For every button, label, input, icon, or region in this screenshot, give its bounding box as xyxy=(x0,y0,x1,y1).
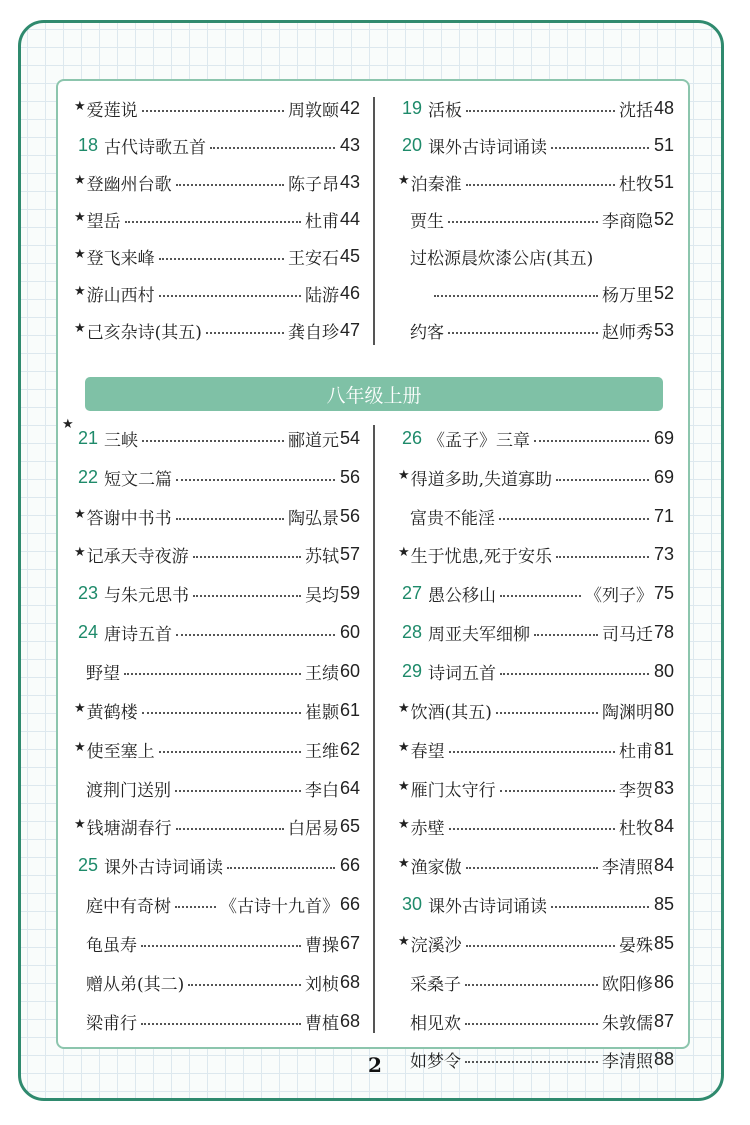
toc-entry[interactable] xyxy=(386,536,674,575)
dot-leader xyxy=(466,866,598,869)
toc-entry[interactable] xyxy=(386,652,674,691)
entry-author: 刘桢 xyxy=(304,974,339,995)
entry-title: 得道多助,失道寡助 xyxy=(410,469,553,490)
toc-column-bottom-left xyxy=(62,419,360,1041)
lesson-number: 23 xyxy=(77,583,98,604)
entry-author: 赵师秀 xyxy=(601,323,653,343)
dot-leader xyxy=(206,331,284,334)
dot-leader xyxy=(534,439,649,442)
star-icon: ★ xyxy=(398,545,410,561)
entry-title: 泊秦淮 xyxy=(410,175,462,195)
toc-entry[interactable] xyxy=(386,201,674,238)
toc-column-top-left xyxy=(62,90,360,349)
dot-leader xyxy=(465,1022,598,1025)
dot-leader xyxy=(176,633,335,636)
toc-entry[interactable] xyxy=(62,164,360,201)
entry-page-number: 67 xyxy=(339,932,360,953)
dot-leader xyxy=(176,478,335,481)
star-icon: ★ xyxy=(398,933,410,949)
toc-entry[interactable] xyxy=(62,127,360,164)
toc-entry[interactable] xyxy=(62,458,360,497)
entry-author: 欧阳修 xyxy=(601,974,653,995)
entry-title: 庭中有奇树 xyxy=(86,897,171,918)
star-icon: ★ xyxy=(398,856,410,872)
entry-author: 杜甫 xyxy=(304,212,339,232)
toc-entry[interactable] xyxy=(62,691,360,730)
entry-page-number: 80 xyxy=(653,699,674,720)
entry-author: 龚自珍 xyxy=(287,323,339,343)
entry-author: 晏殊 xyxy=(618,935,653,956)
dot-leader xyxy=(176,183,284,186)
entry-page-number: 84 xyxy=(653,855,674,876)
grade-section-title: 八年级上册 xyxy=(326,384,422,407)
entry-page-number: 81 xyxy=(653,738,674,759)
entry-title: 古代诗歌五首 xyxy=(104,138,206,158)
entry-title: 使至塞上 xyxy=(86,741,155,762)
toc-entry[interactable] xyxy=(62,613,360,652)
entry-page-number: 43 xyxy=(339,172,360,192)
dot-leader xyxy=(448,220,598,223)
toc-entry[interactable] xyxy=(386,419,674,458)
toc-entry[interactable] xyxy=(386,127,674,164)
entry-author: 李清照 xyxy=(601,1052,653,1073)
toc-entry[interactable] xyxy=(62,963,360,1002)
toc-entry[interactable] xyxy=(386,312,674,349)
star-icon: ★ xyxy=(74,284,86,299)
lesson-number: 20 xyxy=(401,135,422,155)
dot-leader xyxy=(448,331,598,334)
entry-author: 苏轼 xyxy=(304,547,339,568)
entry-page-number: 59 xyxy=(339,583,360,604)
entry-author: 陆游 xyxy=(304,286,339,306)
entry-title: 愚公移山 xyxy=(428,586,496,607)
toc-column-top-right xyxy=(386,90,674,349)
entry-page-number: 86 xyxy=(653,971,674,992)
entry-title: 如梦令 xyxy=(410,1052,461,1073)
toc-entry[interactable] xyxy=(386,769,674,808)
star-icon: ★ xyxy=(74,173,86,188)
toc-entry[interactable] xyxy=(386,497,674,536)
entry-page-number: 61 xyxy=(339,699,360,720)
star-icon: ★ xyxy=(74,247,86,262)
entry-author: 杜牧 xyxy=(618,175,653,195)
entry-page-number: 43 xyxy=(339,135,360,155)
dot-leader xyxy=(551,905,649,908)
toc-entry[interactable] xyxy=(386,1002,674,1041)
entry-author: 曹植 xyxy=(304,1013,339,1034)
entry-title: 游山西村 xyxy=(86,286,155,306)
toc-entry[interactable] xyxy=(62,90,360,127)
dot-leader xyxy=(193,594,301,597)
entry-title: 过松源晨炊漆公店(其五) xyxy=(410,249,594,269)
toc-entry[interactable] xyxy=(62,652,360,691)
star-icon: ★ xyxy=(74,506,86,522)
entry-page-number: 85 xyxy=(653,894,674,915)
dot-leader xyxy=(159,750,301,753)
dot-leader xyxy=(125,220,301,223)
toc-entry[interactable] xyxy=(386,691,674,730)
toc-entry[interactable] xyxy=(386,807,674,846)
entry-author: 周敦颐 xyxy=(287,101,339,121)
toc-entry[interactable] xyxy=(386,846,674,885)
dot-leader xyxy=(176,827,284,830)
toc-entry[interactable] xyxy=(62,769,360,808)
toc-entry[interactable] xyxy=(62,730,360,769)
entry-page-number: 53 xyxy=(653,320,674,340)
entry-title: 望岳 xyxy=(86,212,121,232)
entry-page-number: 78 xyxy=(653,622,674,643)
entry-title: 己亥杂诗(其五) xyxy=(86,323,202,343)
entry-title: 雁门太守行 xyxy=(410,780,496,801)
entry-page-number: 62 xyxy=(339,738,360,759)
entry-page-number: 69 xyxy=(653,466,674,487)
lesson-number: 21 xyxy=(77,427,98,448)
entry-author: 司马迁 xyxy=(601,625,653,646)
entry-title: 赤壁 xyxy=(410,819,445,840)
toc-entry[interactable] xyxy=(62,807,360,846)
dot-leader xyxy=(175,789,301,792)
dot-leader xyxy=(141,1022,301,1025)
entry-author: 李清照 xyxy=(601,858,653,879)
entry-author: 郦道元 xyxy=(287,430,339,451)
entry-page-number: 88 xyxy=(653,1049,674,1070)
entry-author: 吴均 xyxy=(304,586,339,607)
entry-title: 登幽州台歌 xyxy=(86,175,172,195)
dot-leader xyxy=(210,146,335,149)
dot-leader xyxy=(466,944,615,947)
dot-leader xyxy=(500,594,581,597)
entry-title: 龟虽寿 xyxy=(86,935,137,956)
dot-leader xyxy=(556,478,649,481)
entry-author: 陈子昂 xyxy=(287,175,339,195)
dot-leader xyxy=(141,944,301,947)
toc-entry[interactable] xyxy=(62,312,360,349)
star-icon: ★ xyxy=(74,700,86,716)
toc-entry[interactable] xyxy=(386,963,674,1002)
lesson-number: 27 xyxy=(401,583,422,604)
entry-page-number: 85 xyxy=(653,932,674,953)
entry-title: 梁甫行 xyxy=(86,1013,137,1034)
entry-page-number: 47 xyxy=(339,320,360,340)
lesson-number: 25 xyxy=(77,855,98,876)
entry-page-number: 52 xyxy=(653,283,674,303)
toc-entry[interactable] xyxy=(62,846,360,885)
entry-author: 曹操 xyxy=(304,935,339,956)
entry-page-number: 65 xyxy=(339,816,360,837)
lesson-number: 22 xyxy=(77,466,98,487)
entry-author: 白居易 xyxy=(287,819,339,840)
lesson-number: 18 xyxy=(77,135,98,155)
entry-author: 杨万里 xyxy=(601,286,653,306)
toc-entry[interactable] xyxy=(62,885,360,924)
entry-title: 黄鹤楼 xyxy=(86,702,138,723)
entry-page-number: 57 xyxy=(339,544,360,565)
page-number: 2 xyxy=(368,1053,382,1077)
dot-leader xyxy=(188,983,301,986)
entry-author: 沈括 xyxy=(618,101,653,121)
dot-leader xyxy=(534,633,598,636)
entry-author: 崔颢 xyxy=(304,702,339,723)
entry-title: 课外古诗词诵读 xyxy=(428,138,547,158)
entry-author: 李商隐 xyxy=(601,212,653,232)
entry-page-number: 80 xyxy=(653,660,674,681)
entry-title: 贾生 xyxy=(410,212,444,232)
star-icon: ★ xyxy=(398,817,410,833)
lesson-number: 30 xyxy=(401,894,422,915)
dot-leader xyxy=(466,109,615,112)
entry-page-number: 44 xyxy=(339,209,360,229)
entry-page-number: 52 xyxy=(653,209,674,229)
toc-entry[interactable] xyxy=(62,419,360,458)
toc-entry[interactable] xyxy=(386,90,674,127)
toc-entry[interactable] xyxy=(62,924,360,963)
entry-title: 饮酒(其五) xyxy=(410,702,492,723)
star-icon: ★ xyxy=(74,739,86,755)
column-divider-bottom xyxy=(373,425,375,1033)
toc-entry[interactable] xyxy=(62,238,360,275)
entry-author: 《古诗十九首》 xyxy=(219,897,339,918)
star-icon: ★ xyxy=(398,700,410,716)
entry-page-number: 84 xyxy=(653,816,674,837)
dot-leader xyxy=(159,257,284,260)
lesson-number: 26 xyxy=(401,427,422,448)
entry-author: 杜牧 xyxy=(618,819,653,840)
entry-page-number: 60 xyxy=(339,660,360,681)
entry-title: 短文二篇 xyxy=(104,469,172,490)
entry-author: 《列子》 xyxy=(584,586,653,607)
star-icon: ★ xyxy=(74,817,86,833)
entry-title: 渔家傲 xyxy=(410,858,462,879)
entry-author: 陶渊明 xyxy=(601,702,653,723)
entry-title: 约客 xyxy=(410,323,444,343)
column-divider-top xyxy=(373,97,375,345)
dot-leader xyxy=(466,183,615,186)
toc-entry[interactable] xyxy=(386,924,674,963)
dot-leader xyxy=(434,294,598,297)
dot-leader xyxy=(142,711,301,714)
toc-entry[interactable] xyxy=(386,458,674,497)
entry-page-number: 73 xyxy=(653,544,674,565)
dot-leader xyxy=(496,711,598,714)
entry-page-number: 71 xyxy=(653,505,674,526)
dot-leader xyxy=(499,517,649,520)
entry-page-number: 75 xyxy=(653,583,674,604)
star-icon: ★ xyxy=(398,467,410,483)
lesson-number: 28 xyxy=(401,622,422,643)
dot-leader xyxy=(176,517,284,520)
star-icon: ★ xyxy=(74,321,86,336)
entry-title: 渡荆门送别 xyxy=(86,780,171,801)
star-icon: ★ xyxy=(398,778,410,794)
dot-leader xyxy=(175,905,216,908)
entry-title: 采桑子 xyxy=(410,974,461,995)
entry-page-number: 87 xyxy=(653,1010,674,1031)
entry-author: 朱敦儒 xyxy=(601,1013,653,1034)
entry-title: 登飞来峰 xyxy=(86,249,155,269)
entry-page-number: 51 xyxy=(653,172,674,192)
entry-page-number: 56 xyxy=(339,505,360,526)
entry-title: 课外古诗词诵读 xyxy=(104,858,223,879)
dot-leader xyxy=(556,555,649,558)
toc-entry[interactable] xyxy=(62,1002,360,1041)
toc-column-bottom-right xyxy=(386,419,674,1079)
entry-page-number: 56 xyxy=(339,466,360,487)
entry-page-number: 64 xyxy=(339,777,360,798)
entry-title: 课外古诗词诵读 xyxy=(428,897,547,918)
entry-title: 《孟子》三章 xyxy=(428,430,530,451)
entry-page-number: 46 xyxy=(339,283,360,303)
toc-entry[interactable] xyxy=(62,574,360,613)
entry-page-number: 68 xyxy=(339,1010,360,1031)
entry-page-number: 45 xyxy=(339,246,360,266)
entry-page-number: 69 xyxy=(653,427,674,448)
dot-leader xyxy=(142,439,284,442)
entry-author: 李贺 xyxy=(618,780,653,801)
dot-leader xyxy=(500,672,649,675)
toc-entry[interactable] xyxy=(386,164,674,201)
toc-entry[interactable] xyxy=(386,885,674,924)
entry-title: 周亚夫军细柳 xyxy=(428,625,530,646)
entry-title: 答谢中书书 xyxy=(86,508,172,529)
dot-leader xyxy=(159,294,301,297)
toc-entry[interactable] xyxy=(62,201,360,238)
entry-title: 钱塘湖春行 xyxy=(86,819,172,840)
dot-leader xyxy=(142,109,284,112)
entry-page-number: 48 xyxy=(653,98,674,118)
dot-leader xyxy=(465,983,598,986)
entry-page-number: 66 xyxy=(339,855,360,876)
entry-title: 野望 xyxy=(86,663,120,684)
toc-entry[interactable] xyxy=(386,574,674,613)
entry-title: 春望 xyxy=(410,741,445,762)
entry-page-number: 51 xyxy=(653,135,674,155)
entry-page-number: 83 xyxy=(653,777,674,798)
entry-title: 相见欢 xyxy=(410,1013,461,1034)
entry-title: 浣溪沙 xyxy=(410,935,462,956)
toc-entry[interactable] xyxy=(62,536,360,575)
toc-entry[interactable] xyxy=(62,275,360,312)
entry-author: 王安石 xyxy=(287,249,339,269)
dot-leader xyxy=(193,555,301,558)
dot-leader xyxy=(449,750,615,753)
lesson-number: 24 xyxy=(77,622,98,643)
entry-page-number: 54 xyxy=(339,427,360,448)
toc-entry[interactable] xyxy=(386,275,674,312)
entry-title: 三峡 xyxy=(104,430,138,451)
dot-leader xyxy=(551,146,649,149)
lesson-number: 19 xyxy=(401,98,422,118)
star-icon: ★ xyxy=(398,173,410,188)
star-icon: ★ xyxy=(62,417,74,432)
star-icon: ★ xyxy=(74,545,86,561)
entry-page-number: 68 xyxy=(339,971,360,992)
entry-title: 赠从弟(其二) xyxy=(86,974,185,995)
entry-title: 记承天寺夜游 xyxy=(86,547,189,568)
star-icon: ★ xyxy=(74,210,86,225)
lesson-number: 29 xyxy=(401,660,422,681)
dot-leader xyxy=(500,789,615,792)
dot-leader xyxy=(449,827,615,830)
entry-title: 诗词五首 xyxy=(428,663,496,684)
dot-leader xyxy=(124,672,301,675)
entry-title: 富贵不能淫 xyxy=(410,508,495,529)
star-icon: ★ xyxy=(398,739,410,755)
entry-title: 唐诗五首 xyxy=(104,625,172,646)
entry-author: 王绩 xyxy=(304,663,339,684)
entry-title: 与朱元思书 xyxy=(104,586,189,607)
toc-entry[interactable] xyxy=(386,613,674,652)
entry-author: 王维 xyxy=(304,741,339,762)
entry-author: 李白 xyxy=(304,780,339,801)
entry-page-number: 66 xyxy=(339,894,360,915)
entry-page-number: 42 xyxy=(339,98,360,118)
toc-entry[interactable] xyxy=(386,238,674,275)
entry-author: 陶弘景 xyxy=(287,508,339,529)
toc-entry[interactable] xyxy=(386,730,674,769)
entry-title: 爱莲说 xyxy=(86,101,138,121)
star-icon: ★ xyxy=(74,99,86,114)
entry-title: 生于忧患,死于安乐 xyxy=(410,547,553,568)
entry-title: 活板 xyxy=(428,101,462,121)
toc-entry[interactable] xyxy=(62,497,360,536)
entry-author: 杜甫 xyxy=(618,741,653,762)
grade-section-banner xyxy=(85,377,663,411)
entry-page-number: 60 xyxy=(339,622,360,643)
dot-leader xyxy=(227,866,335,869)
